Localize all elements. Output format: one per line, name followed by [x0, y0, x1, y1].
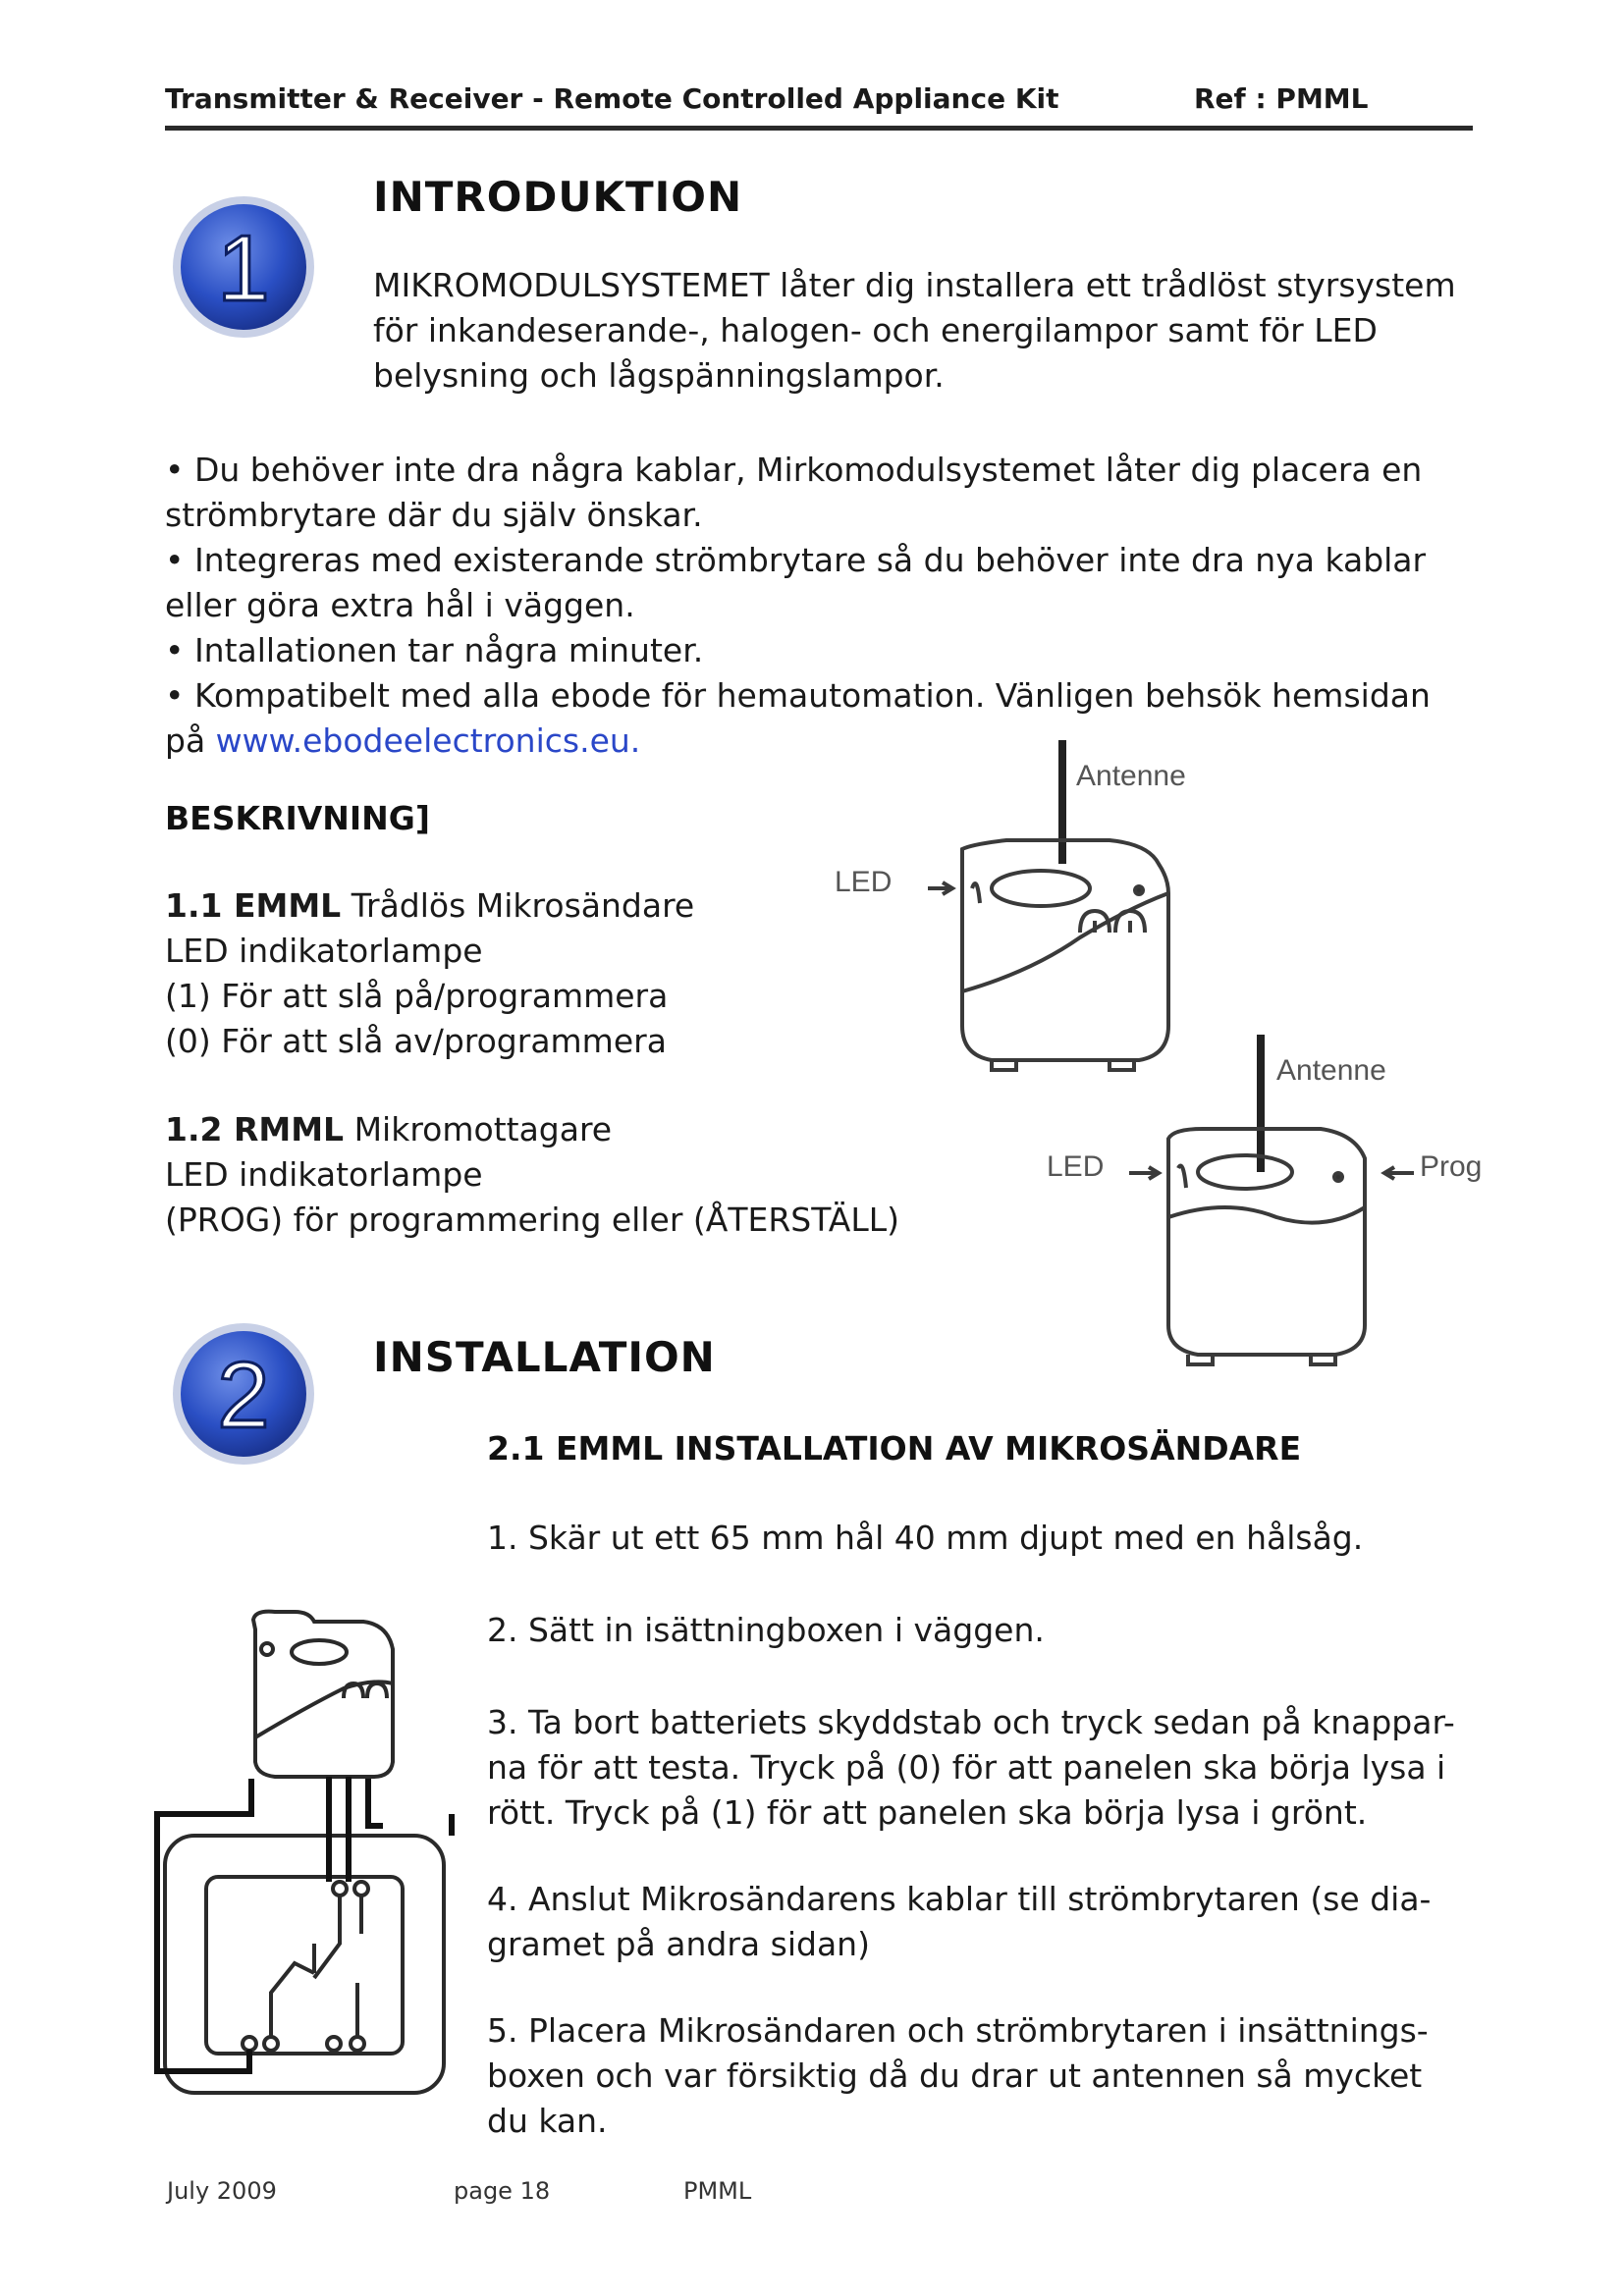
label-prog: Prog — [1420, 1150, 1483, 1183]
step-line: du kan. — [487, 2102, 608, 2140]
link-prefix: på — [165, 721, 206, 760]
step-line: 3. Ta bort batteriets skyddstab och tryck sedan på knappar- — [487, 1703, 1455, 1741]
number-one-badge-icon — [169, 192, 318, 342]
item-line: (0) För att slå av/programmera — [165, 1022, 667, 1060]
step-2 — [487, 1608, 1479, 1653]
section2-title: INSTALLATION — [373, 1333, 716, 1381]
terminal — [243, 2037, 256, 2051]
feature-list — [165, 448, 1481, 764]
module-led — [261, 1643, 273, 1655]
bullet-item — [165, 538, 1481, 628]
intro-line: för inkandeserande-, halogen- och energilampor samt för LED — [373, 311, 1378, 349]
bullet-line: strömbrytare där du själv önskar. — [165, 496, 703, 534]
item-line: (PROG) för programmering eller (ÅTERSTÄLL) — [165, 1201, 900, 1239]
footer-date: July 2009 — [167, 2177, 277, 2205]
number-two-badge-icon — [169, 1319, 318, 1468]
receiver-antenna — [1257, 1035, 1265, 1172]
step-line: 2. Sätt in isättningboxen i väggen. — [487, 1611, 1045, 1649]
description-item-rmml — [165, 1107, 899, 1243]
arrow-led-receiver-icon — [1129, 1167, 1159, 1179]
description-heading: BESKRIVNING] — [165, 799, 430, 837]
section2-subheading: 2.1 EMML INSTALLATION AV MIKROSÄNDARE — [487, 1429, 1302, 1468]
transmitter-dot — [1135, 886, 1143, 894]
item-code: 1.1 EMML — [165, 886, 342, 925]
module-led-window — [292, 1640, 347, 1664]
item-line: LED indikatorlampe — [165, 1155, 483, 1194]
header-title: Transmitter & Receiver - Remote Controlled Appliance Kit — [165, 82, 1059, 115]
step-line: na för att testa. Tryck på (0) för att panelen ska börja lysa i — [487, 1748, 1446, 1787]
item-name: Mikromottagare — [353, 1110, 613, 1148]
website-link[interactable]: www.ebodeelectronics.eu. — [215, 721, 641, 760]
terminal — [327, 2037, 341, 2051]
step-1 — [487, 1516, 1479, 1561]
receiver-wave — [1168, 1207, 1365, 1223]
receiver-led — [1178, 1166, 1186, 1189]
bullet-line: • Intallationen tar några minuter. — [165, 631, 704, 669]
header-rule — [165, 126, 1473, 131]
step-line: 4. Anslut Mikrosändarens kablar till strömbrytaren (se dia- — [487, 1880, 1432, 1918]
terminal — [264, 2037, 278, 2051]
transmitter-antenna — [1058, 740, 1066, 864]
switch-internal — [271, 1895, 361, 2037]
step-4 — [487, 1877, 1479, 1967]
section2-number: 2 — [217, 1343, 270, 1448]
transmitter-led-window — [992, 871, 1090, 906]
item-name: Trådlös Mikrosändare — [351, 886, 695, 925]
item-code: 1.2 RMML — [165, 1110, 345, 1148]
module-wave — [255, 1682, 393, 1737]
section1-number: 1 — [217, 216, 270, 321]
bullet-line: • Kompatibelt med alla ebode för hemautomation. Vänligen behsök hemsidan — [165, 676, 1431, 715]
installation-steps — [487, 1516, 1479, 2144]
terminal — [354, 1882, 368, 1896]
label-antenne-receiver: Antenne — [1276, 1054, 1386, 1087]
step-line: 5. Placera Mikrosändaren och strömbrytaren i insättnings- — [487, 2011, 1429, 2050]
bullet-line: • Du behöver inte dra några kablar, Mirkomodulsystemet låter dig placera en — [165, 451, 1423, 489]
receiver-dot — [1334, 1173, 1342, 1181]
step-5 — [487, 2008, 1479, 2144]
step-line: 1. Skär ut ett 65 mm hål 40 mm djupt med en hålsåg. — [487, 1519, 1364, 1557]
bullet-line: • Integreras med existerande strömbrytare så du behöver inte dra nya kablar — [165, 541, 1427, 579]
footer-page: page 18 — [454, 2177, 551, 2205]
device-diagram — [815, 736, 1522, 1374]
receiver-body — [1168, 1129, 1365, 1355]
wire-right — [368, 1779, 452, 1836]
wiring-diagram — [147, 1590, 461, 2101]
terminal — [351, 2037, 364, 2051]
arrow-led-transmitter-icon — [928, 882, 952, 894]
transmitter-buttons — [1080, 911, 1145, 933]
label-antenne-transmitter: Antenne — [1076, 760, 1186, 792]
bullet-line: eller göra extra hål i väggen. — [165, 586, 635, 624]
header-ref: Ref : PMML — [1194, 82, 1369, 115]
footer-code: PMML — [683, 2177, 752, 2205]
section1-intro — [373, 263, 1456, 399]
receiver-led-window — [1198, 1155, 1292, 1189]
label-led-receiver: LED — [1047, 1150, 1105, 1183]
bullet-item — [165, 628, 1481, 673]
arrow-prog-icon — [1384, 1167, 1414, 1179]
step-line: boxen och var försiktig då du drar ut antennen så mycket — [487, 2056, 1423, 2095]
item-line: LED indikatorlampe — [165, 932, 483, 970]
module-body — [253, 1612, 393, 1777]
bullet-item — [165, 448, 1481, 538]
description-item-emml — [165, 883, 694, 1064]
item-line: (1) För att slå på/programmera — [165, 977, 669, 1015]
module-wires — [329, 1777, 349, 1882]
section1-title: INTRODUKTION — [373, 173, 743, 221]
switch-box — [206, 1877, 403, 2054]
transmitter-wave — [962, 893, 1168, 991]
intro-line: MIKROMODULSYSTEMET låter dig installera ett trådlöst styrsystem — [373, 266, 1456, 304]
intro-line: belysning och lågspänningslampor. — [373, 356, 945, 395]
terminal — [333, 1882, 347, 1896]
module-buttons — [344, 1683, 387, 1698]
step-3 — [487, 1700, 1479, 1836]
step-line: gramet på andra sidan) — [487, 1925, 870, 1963]
step-line: rött. Tryck på (1) för att panelen ska börja lysa i grönt. — [487, 1793, 1368, 1832]
transmitter-led — [972, 883, 980, 903]
label-led-transmitter: LED — [835, 866, 893, 898]
